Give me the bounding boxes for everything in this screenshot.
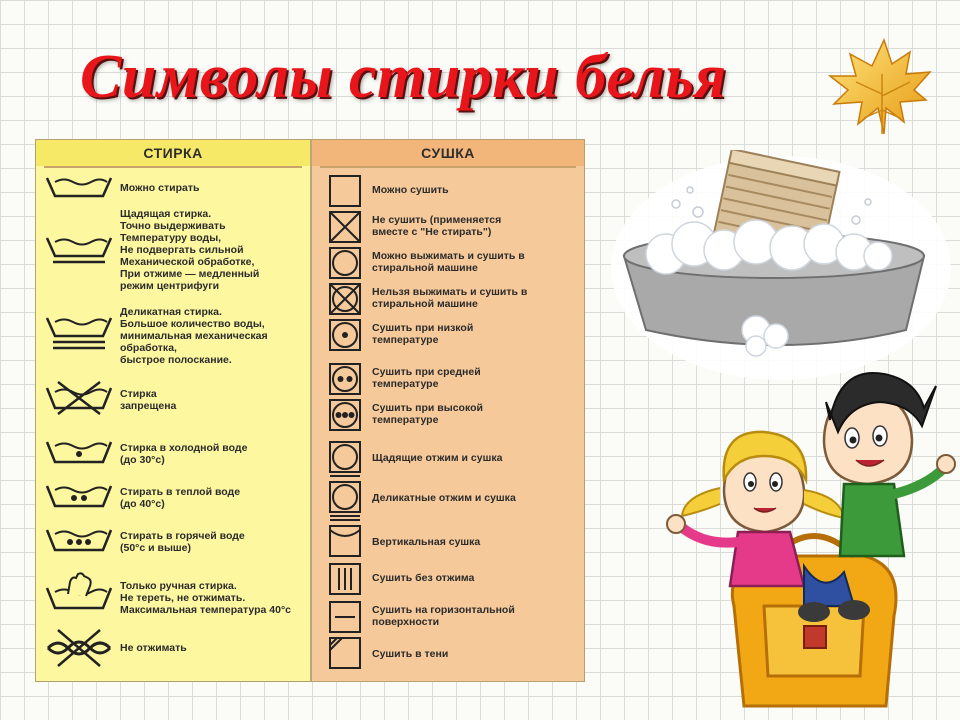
page-title: Символы стирки белья (80, 43, 727, 111)
maple-leaf-icon (826, 34, 936, 144)
dry-low-icon (328, 318, 362, 352)
gentle-dry-icon (328, 440, 362, 478)
dry-high-icon (328, 398, 362, 432)
cold-wash-icon (44, 438, 114, 466)
wash-tub-illustration (606, 150, 956, 380)
dry-item-label: Не сушить (применяется вместе с "Не стирать") (372, 214, 502, 238)
washing-column (36, 140, 310, 681)
delicate-dry-icon (328, 480, 362, 522)
hand-wash-icon (44, 572, 114, 612)
dry-item-label: Нельзя выжимать и сушить в стиральной машине (372, 286, 528, 310)
drying-header: СУШКА (312, 140, 584, 166)
header-divider (44, 166, 302, 168)
dry-medium-icon (328, 362, 362, 396)
drying-column (312, 140, 584, 681)
wash-item-label: Щадящая стирка. Точно выдерживать Температуру воды, Не подвергать сильной Механической обработке, При отжиме — медленный режим центрифуги (120, 208, 260, 292)
wash-item-label: Деликатная стирка. Большое количество воды, минимальная механическая обработка, быстрое полоскание. (120, 306, 268, 366)
kids-illustration (654, 356, 960, 718)
warm-wash-icon (44, 482, 114, 510)
dry-item-label: Сушить в тени (372, 648, 449, 660)
tumble-dry-icon (328, 246, 362, 280)
gentle-wash-icon (44, 234, 114, 266)
wash-item-label: Только ручная стирка. Не тереть, не отжимать. Максимальная температура 40°с (120, 580, 291, 616)
dry-item-label: Сушить при средней температуре (372, 366, 481, 390)
laundry-symbols-chart (35, 139, 585, 682)
delicate-wash-icon (44, 314, 114, 352)
dry-item-label: Сушить при высокой температуре (372, 402, 483, 426)
dry-item-label: Можно сушить (372, 184, 449, 196)
no-wring-icon (44, 628, 114, 668)
drip-dry-icon (328, 562, 362, 596)
dry-item-label: Можно выжимать и сушить в стиральной машине (372, 250, 525, 274)
dry-allowed-icon (328, 174, 362, 208)
dry-item-label: Вертикальная сушка (372, 536, 481, 548)
dry-item-label: Деликатные отжим и сушка (372, 492, 516, 504)
no-dry-icon (328, 210, 362, 244)
wash-item-label: Можно стирать (120, 182, 200, 194)
line-dry-icon (328, 524, 362, 558)
flat-dry-icon (328, 600, 362, 634)
no-wash-icon (44, 380, 114, 416)
dry-item-label: Сушить на горизонтальной поверхности (372, 604, 515, 628)
hot-wash-icon (44, 526, 114, 554)
dry-item-label: Сушить при низкой температуре (372, 322, 474, 346)
wash-item-label: Стирка запрещена (120, 388, 177, 412)
wash-item-label: Стирать в горячей воде (50°с и выше) (120, 530, 245, 554)
dry-item-label: Щадящие отжим и сушка (372, 452, 503, 464)
washing-header: СТИРКА (36, 140, 310, 166)
wash-tub-icon (44, 174, 114, 200)
shade-dry-icon (328, 636, 362, 670)
wash-item-label: Стирка в холодной воде (до 30°с) (120, 442, 248, 466)
header-divider (320, 166, 576, 168)
wash-item-label: Стирать в теплой воде (до 40°с) (120, 486, 241, 510)
no-tumble-dry-icon (328, 282, 362, 316)
dry-item-label: Сушить без отжима (372, 572, 475, 584)
wash-item-label: Не отжимать (120, 642, 187, 654)
